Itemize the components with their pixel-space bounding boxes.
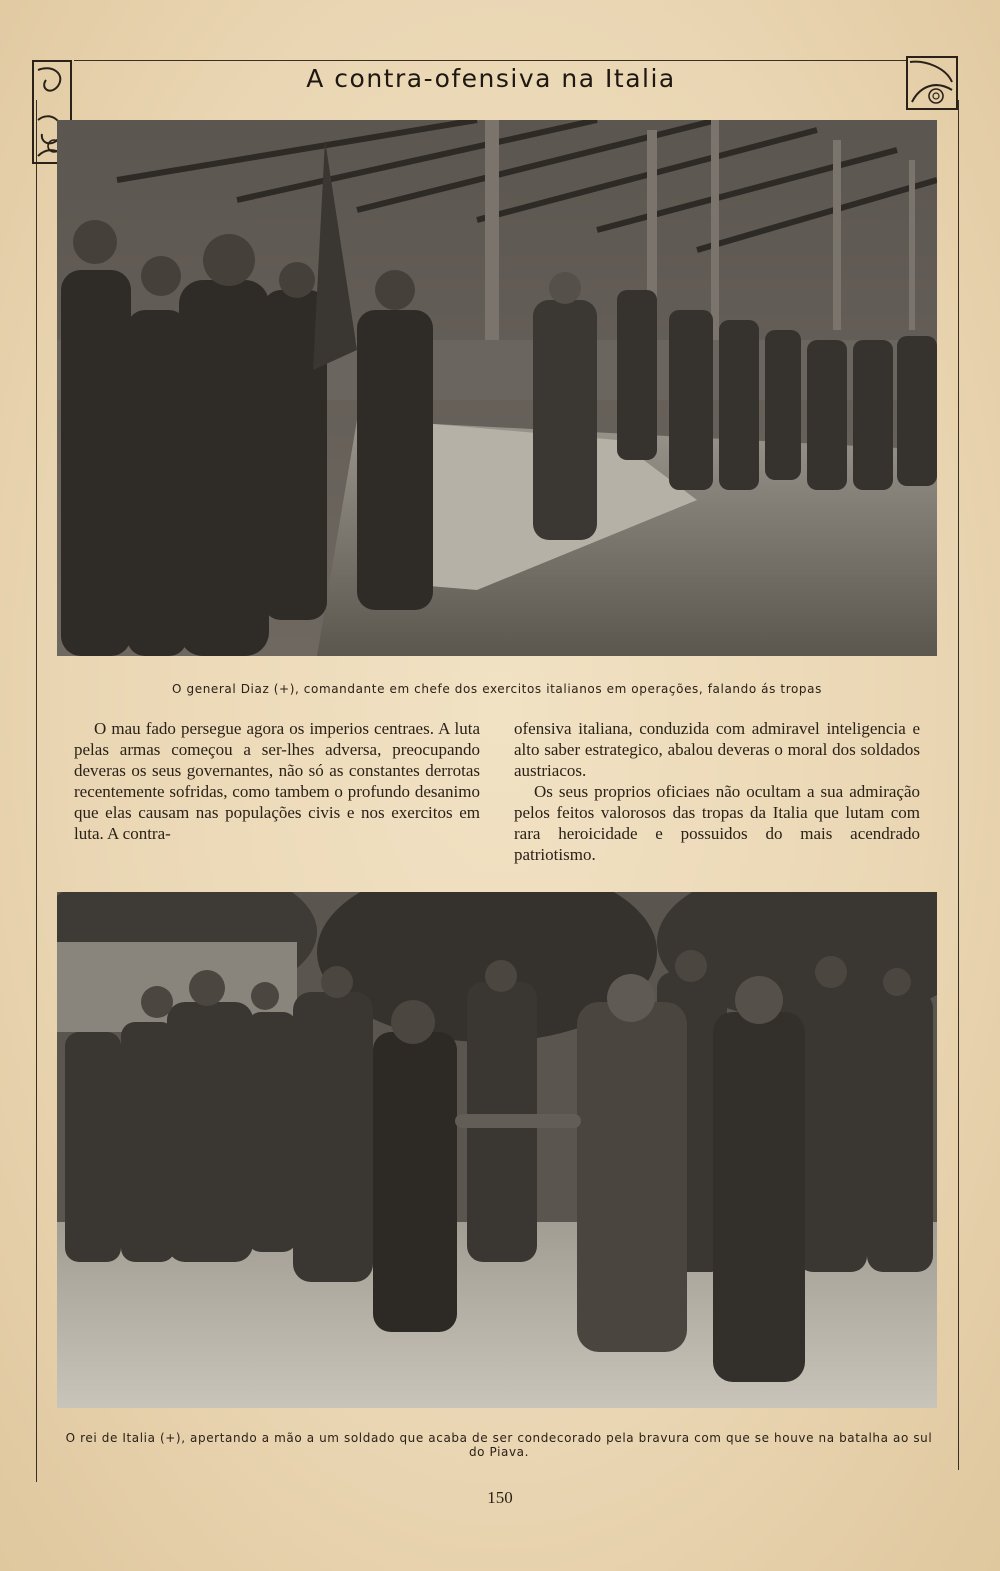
page-number: 150 <box>487 1488 513 1507</box>
art-nouveau-ornament-right <box>906 56 958 110</box>
frame-border-right <box>958 100 959 1470</box>
photo-caption-2: O rei de Italia (+), apertando a mão a um soldado que acaba de ser condecorado pela bravura com que se houve na batalha ao sul do Piava. <box>65 1431 933 1459</box>
article-title: A contra-ofensiva na Italia <box>306 64 676 93</box>
article-column-left <box>74 718 480 844</box>
article-paragraph: ofensiva italiana, conduzida com admiravel inteligencia e alto saber estrategico, abalou deveras o moral dos soldados austriacos. <box>514 719 920 780</box>
photo-king-of-italy <box>57 892 937 1408</box>
photo-caption-1: O general Diaz (+), comandante em chefe dos exercitos italianos em operações, falando ás tropas <box>172 682 822 696</box>
frame-border-left <box>36 100 37 1482</box>
article-column-right <box>514 718 920 865</box>
photo-general-diaz <box>57 120 937 656</box>
article-paragraph: Os seus proprios oficiaes não ocultam a sua admiração pelos feitos valorosos das tropas da Italia que lutam com rara heroicidade e possuidos do mais acendrado patriotismo. <box>514 782 920 864</box>
article-paragraph: O mau fado persegue agora os imperios centraes. A luta pelas armas começou a ser-lhes adversa, preocupando deveras os seus governantes, não só as constantes derrotas recentemente sofridas, como tambem o profundo desanimo que elas causam nas populações civis e nos exercitos em luta. A contra- <box>74 719 480 843</box>
